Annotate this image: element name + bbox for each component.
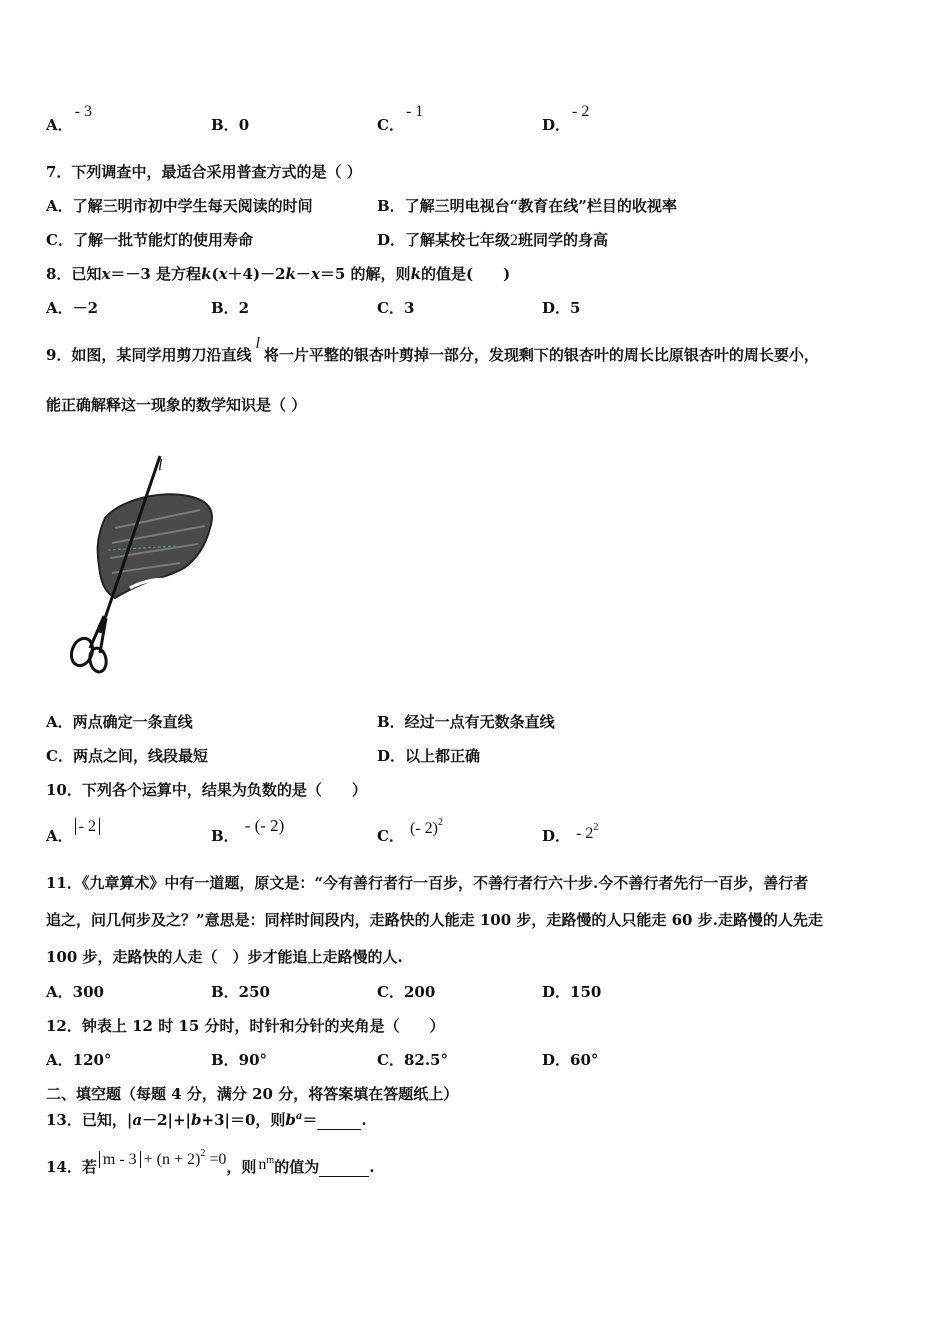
q9-line-symbol: l	[255, 335, 260, 352]
q6-option-d-value: - 2	[572, 103, 590, 120]
q8-option-c: C．3	[377, 299, 415, 317]
q7-option-d: D．了解某校七年级2班同学的身高	[377, 231, 609, 249]
q10-option-c: C． (- 2)$^2$	[377, 817, 443, 845]
ginkgo-leaf-scissors-figure	[60, 448, 230, 678]
q14-answer-blank	[319, 1158, 369, 1177]
q11-option-c: C．200	[377, 983, 436, 1001]
q12-stem: 12．钟表上 12 时 15 分时，时针和分针的夹角是（ ）	[46, 1017, 445, 1035]
q13-answer-blank	[317, 1111, 361, 1130]
q9-option-b: B．经过一点有无数条直线	[377, 713, 555, 731]
q8-stem: 8．已知x＝－3 是方程k(x＋4)－2k－x＝5 的解，则k的值是( )	[46, 265, 511, 283]
q10-option-c-exp: 2	[437, 817, 443, 828]
q10-option-d: D． - $2^2$	[542, 822, 599, 845]
q9-option-c: C．两点之间，线段最短	[46, 747, 208, 765]
q10-stem: 10．下列各个运算中，结果为负数的是（ ）	[46, 781, 367, 799]
q8-option-a: A．－2	[46, 299, 99, 317]
q7-option-b: B．了解三明电视台“教育在线”栏目的收视率	[377, 197, 677, 215]
q6-option-d: D．- 2	[542, 103, 590, 134]
q14-square-expr: + (n + 2)	[143, 1151, 201, 1168]
q8-option-b: B．2	[211, 299, 250, 317]
q7-option-a: A．了解三明市初中学生每天阅读的时间	[46, 197, 313, 215]
q13-stem: 13．已知，|a－2|+|b+3|＝0，则$b^a=$ .	[46, 1111, 367, 1129]
q10-option-b-expr: - (- 2)	[244, 816, 285, 835]
q14-stem: 14．若 $m - 3 + (n + 2)^2 =0$，则 $n^m$的值为 .	[46, 1148, 375, 1176]
cutting-line-label: l	[158, 457, 163, 474]
q9-stem-line1: 9．如图，某同学用剪刀沿直线l将一片平整的银杏叶剪掉一部分，发现剩下的银杏叶的周长比原银杏叶的周长要小，	[46, 335, 819, 364]
q9-option-d: D．以上都正确	[377, 747, 481, 765]
q11-stem-line3: 100 步，走路快的人走（ ）步才能追上走路慢的人.	[46, 948, 403, 966]
ginkgo-leaf-shape	[98, 494, 212, 598]
q8-option-d: D．5	[542, 299, 581, 317]
q7-stem: 7．下列调查中，最适合采用普查方式的是（ ）	[46, 163, 362, 181]
q11-option-a: A．300	[46, 983, 104, 1001]
q10-option-c-expr: (- 2)	[409, 820, 438, 837]
q10-option-a-expr: - 2	[75, 818, 100, 835]
q12-option-b: B．90°	[211, 1051, 268, 1069]
q6-option-a: A．- 3	[46, 103, 92, 134]
q6-option-b: B．0	[211, 116, 250, 134]
q10-option-a: A．- 2	[46, 825, 100, 846]
q10-option-b: B．- (- 2)	[211, 816, 285, 845]
q6-option-c-value: - 1	[405, 103, 424, 120]
q12-option-c: C．82.5°	[377, 1051, 448, 1069]
q6-option-a-value: - 3	[74, 103, 92, 120]
q10-option-d-expr: - 2	[576, 825, 594, 842]
q14-abs-expr: m - 3	[99, 1151, 141, 1168]
q10-option-d-exp: 2	[593, 822, 599, 833]
q9-stem-line2: 能正确解释这一现象的数学知识是（ ）	[46, 396, 307, 414]
q12-option-a: A．120°	[46, 1051, 112, 1069]
section-2-title: 二、填空题（每题 4 分，满分 20 分，将答案填在答题纸上）	[46, 1085, 459, 1103]
q11-stem-line1: 11．《九章算术》中有一道题，原文是：“今有善行者行一百步，不善行者行六十步.今不善行者先行一百步，善行者	[46, 874, 809, 892]
q11-option-b: B．250	[211, 983, 270, 1001]
q12-option-d: D．60°	[542, 1051, 599, 1069]
q11-option-d: D．150	[542, 983, 602, 1001]
q6-option-c: C．- 1	[377, 103, 424, 134]
q7-option-c: C．了解一批节能灯的使用寿命	[46, 231, 253, 249]
q9-option-a: A．两点确定一条直线	[46, 713, 193, 731]
q11-stem-line2: 追之，问几何步及之？”意思是：同样时间段内，走路快的人能走 100 步，走路慢的人只能走 60 步.走路慢的人先走	[46, 911, 823, 929]
